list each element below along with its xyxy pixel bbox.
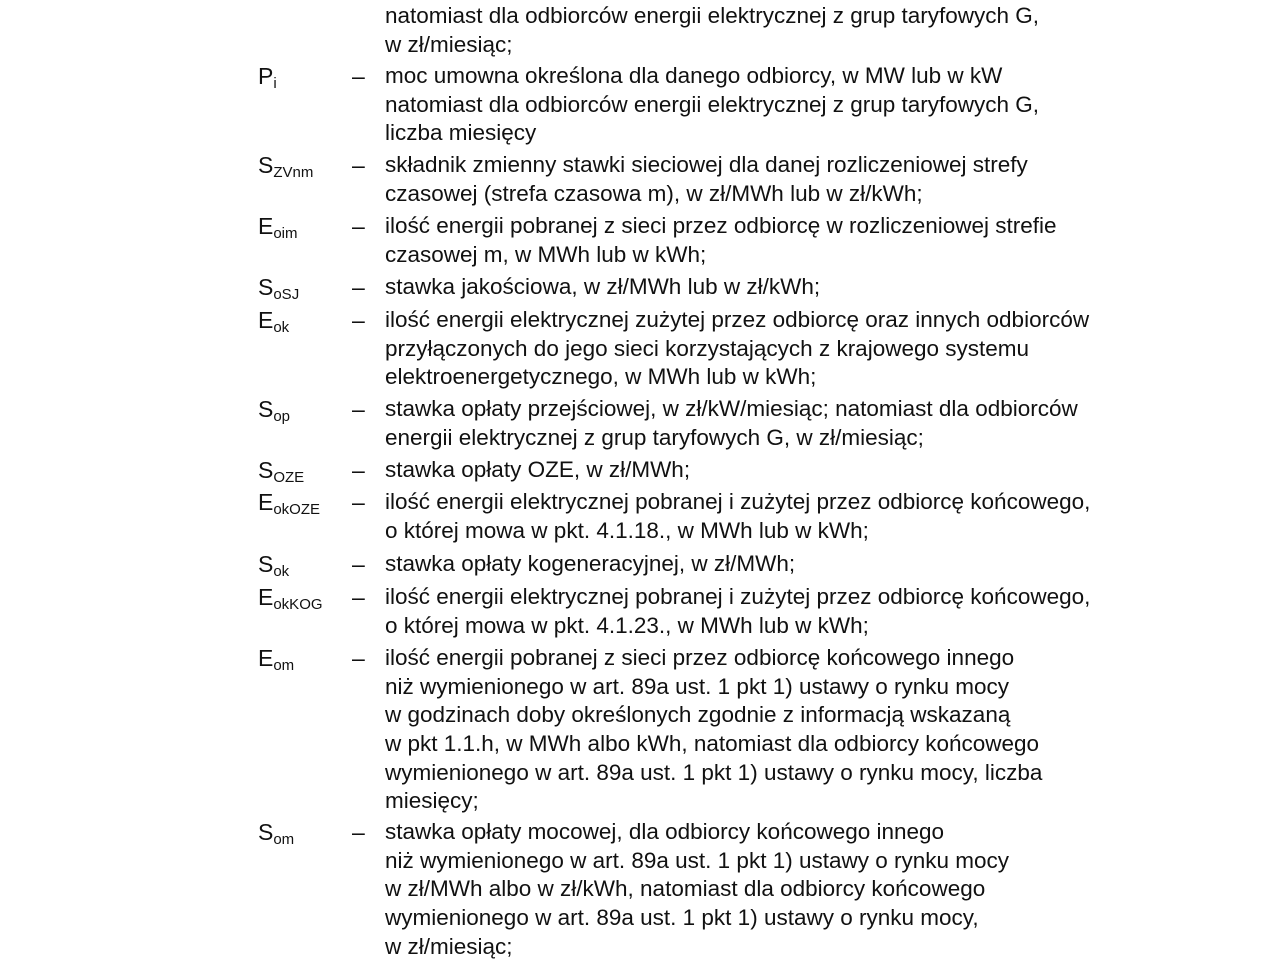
definition-line: ilość energii pobranej z sieci przez odbiorcę w rozliczeniowej strefie (385, 213, 1057, 238)
definition-line: ilość energii elektrycznej pobranej i zużytej przez odbiorcę końcowego, (385, 489, 1091, 514)
definition-text (385, 818, 1205, 961)
dash: – (352, 213, 365, 239)
definition-text (385, 644, 1205, 816)
symbol: $S_{om}$ (258, 819, 295, 848)
symbol-subscript: okOZE (273, 501, 321, 518)
definition-text (385, 395, 1205, 452)
dash: – (352, 489, 365, 515)
definition-line: w godzinach doby określonych zgodnie z informacją wskazaną (385, 702, 1011, 728)
definition-line: energii elektrycznej z grup taryfowych G, w zł/miesiąc; (385, 424, 924, 450)
definition-line: liczba miesięcy (385, 120, 537, 146)
dash: – (352, 457, 365, 483)
definition-line: wymienionego w art. 89a ust. 1 pkt 1) ustawy o rynku mocy, (385, 905, 979, 931)
dash: – (352, 307, 365, 333)
definition-line: w zł/miesiąc; (385, 31, 513, 57)
symbol: $E_{om}$ (258, 645, 295, 674)
definition-line: niż wymienionego w art. 89a ust. 1 pkt 1) ustawy o rynku mocy (385, 673, 1010, 699)
symbol: $S_{ZVnm}$ (258, 152, 314, 181)
definition-line: wymienionego w art. 89a ust. 1 pkt 1) ustawy o rynku mocy, liczba (385, 759, 1043, 785)
dash: – (352, 551, 365, 577)
symbol: $E_{okKOG}$ (258, 584, 323, 613)
symbol-subscript: oSJ (273, 286, 300, 303)
symbol: $E_{ok}$ (258, 307, 290, 336)
definition-text (385, 62, 1205, 148)
symbol: $S_{op}$ (258, 396, 291, 425)
definition-text (385, 583, 1205, 640)
definition-line: miesięcy; (385, 788, 479, 814)
definition-line: stawka opłaty kogeneracyjnej, w zł/MWh; (385, 551, 796, 576)
dash: – (352, 819, 365, 845)
symbol-subscript: i (273, 75, 277, 92)
definition-line: natomiast dla odbiorców energii elektrycznej z grup taryfowych G, (385, 3, 1040, 28)
definition-line: niż wymienionego w art. 89a ust. 1 pkt 1) ustawy o rynku mocy (385, 847, 1010, 873)
definition-text (385, 306, 1205, 392)
definition-line: ilość energii elektrycznej zużytej przez odbiorcę oraz innych odbiorców (385, 307, 1090, 332)
symbol: $S_{ok}$ (258, 551, 290, 580)
symbol-subscript: ZVnm (273, 164, 314, 181)
definition-line: składnik zmienny stawki sieciowej dla danej rozliczeniowej strefy (385, 152, 1028, 177)
definition-line: czasowej (strefa czasowa m), w zł/MWh lub w zł/kWh; (385, 180, 923, 206)
definition-text (385, 2, 1205, 59)
dash: – (352, 274, 365, 300)
symbol-subscript: oim (273, 225, 298, 242)
definition-line: stawka opłaty mocowej, dla odbiorcy końcowego innego (385, 819, 945, 844)
definition-line: w zł/MWh albo w zł/kWh, natomiast dla odbiorcy końcowego (385, 876, 986, 902)
definition-text (385, 488, 1205, 545)
symbol: $P_i$ (258, 63, 277, 92)
definition-line: elektroenergetycznego, w MWh lub w kWh; (385, 364, 817, 390)
definition-line: w pkt 1.1.h, w MWh albo kWh, natomiast dla odbiorcy końcowego (385, 731, 1040, 757)
definition-line: moc umowna określona dla danego odbiorcy, w MW lub w kW (385, 63, 1003, 88)
dash: – (352, 63, 365, 89)
definition-text (385, 151, 1205, 208)
definition-line: stawka opłaty OZE, w zł/MWh; (385, 457, 691, 482)
definition-line: stawka jakościowa, w zł/MWh lub w zł/kWh; (385, 274, 821, 299)
symbol: $E_{oim}$ (258, 213, 298, 242)
symbol: $S_{oSJ}$ (258, 274, 300, 303)
symbol-subscript: om (273, 657, 295, 674)
definition-text (385, 550, 1205, 579)
symbol-subscript: om (273, 831, 295, 848)
definition-line: stawka opłaty przejściowej, w zł/kW/miesiąc; natomiast dla odbiorców (385, 396, 1078, 421)
definition-text (385, 273, 1205, 302)
definition-line: natomiast dla odbiorców energii elektrycznej z grup taryfowych G, (385, 91, 1040, 117)
symbol: $S_{OZE}$ (258, 457, 305, 486)
definition-line: o której mowa w pkt. 4.1.18., w MWh lub w kWh; (385, 517, 869, 543)
definition-line: ilość energii pobranej z sieci przez odbiorcę końcowego innego (385, 645, 1015, 670)
symbol-subscript: ok (273, 563, 290, 580)
dash: – (352, 152, 365, 178)
symbol: $E_{okOZE}$ (258, 489, 321, 518)
symbol-subscript: op (273, 408, 291, 425)
definition-line: przyłączonych do jego sieci korzystających z krajowego systemu (385, 335, 1030, 361)
definition-line: ilość energii elektrycznej pobranej i zużytej przez odbiorcę końcowego, (385, 584, 1091, 609)
definition-line: o której mowa w pkt. 4.1.23., w MWh lub w kWh; (385, 612, 869, 638)
dash: – (352, 645, 365, 671)
dash: – (352, 396, 365, 422)
dash: – (352, 584, 365, 610)
definition-text (385, 212, 1205, 269)
symbol-subscript: okKOG (273, 596, 323, 613)
symbol-subscript: OZE (273, 469, 305, 486)
definition-line: czasowej m, w MWh lub w kWh; (385, 241, 707, 267)
definition-line: w zł/miesiąc; (385, 933, 513, 959)
definition-text (385, 456, 1205, 485)
symbol-subscript: ok (273, 319, 290, 336)
